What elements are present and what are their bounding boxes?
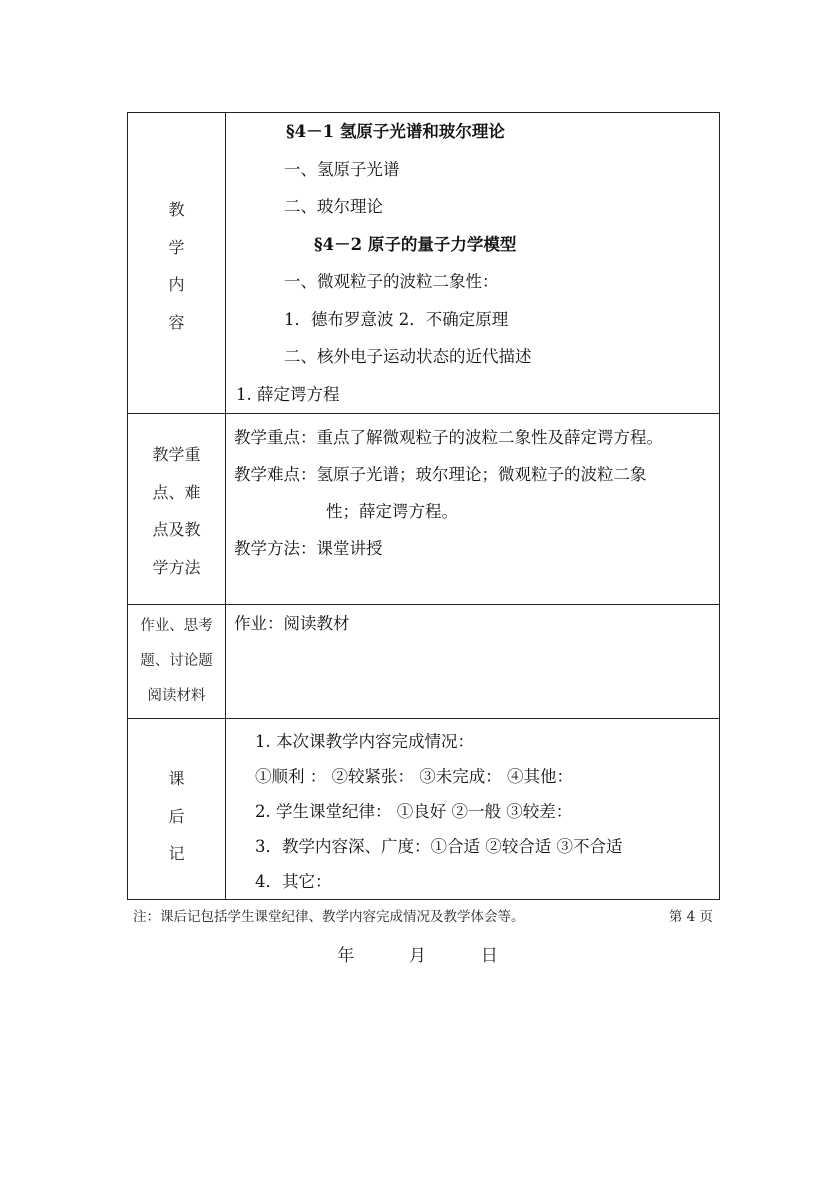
- section-heading: §4－1 氢原子光谱和玻尔理论: [286, 122, 505, 141]
- homework-text: 作业：阅读教材: [234, 614, 350, 633]
- content-line: 1．德布罗意波 2．不确定原理: [284, 309, 509, 329]
- label-line: 教学重: [152, 445, 201, 464]
- notes-line: 2. 学生课堂纪律： ①良好 ②一般 ③较差：: [255, 802, 573, 821]
- row-label-key-points: [128, 414, 226, 605]
- label-line: 阅读材料: [147, 688, 206, 704]
- teaching-difficulty-cont: 性；薛定谔方程。: [326, 502, 458, 521]
- row-label-teaching-content: [128, 113, 226, 414]
- teaching-method: 教学方法：课堂讲授: [234, 539, 383, 558]
- date-year: 年: [337, 946, 355, 966]
- table-row: [128, 719, 720, 900]
- key-points-cell: [226, 414, 720, 605]
- table-row: [128, 113, 720, 414]
- label-line: 作业、思考: [140, 618, 213, 634]
- section-heading: §4－2 原子的量子力学模型: [314, 234, 517, 254]
- date-day: 日: [480, 946, 498, 966]
- label-char: 记: [168, 844, 185, 863]
- content-line: 一、微观粒子的波粒二象性：: [284, 272, 499, 291]
- date-line: [0, 941, 835, 966]
- homework-cell: [226, 605, 720, 719]
- content-line: 二、玻尔理论: [284, 197, 383, 216]
- table-row: [128, 414, 720, 605]
- row-label-homework: [128, 605, 226, 719]
- footnote-text: 注：课后记包括学生课堂纪律、教学内容完成情况及教学体会等。: [133, 909, 525, 925]
- date-month: 月: [409, 946, 426, 966]
- table-row: [128, 605, 720, 719]
- label-line: 题、讨论题: [140, 653, 213, 669]
- post-class-notes-cell: [226, 719, 720, 900]
- label-line: 学方法: [152, 557, 201, 577]
- teaching-difficulty: 教学难点：氢原子光谱；玻尔理论；微观粒子的波粒二象: [234, 465, 647, 484]
- notes-line: 1. 本次课教学内容完成情况：: [255, 732, 474, 751]
- label-char: 学: [168, 237, 185, 257]
- notes-line: 4．其它：: [255, 872, 332, 891]
- label-char: 教: [168, 200, 185, 219]
- label-char: 后: [168, 806, 185, 826]
- label-line: 点及教: [152, 520, 201, 539]
- lesson-plan-table: [127, 112, 720, 900]
- notes-line: ①顺利 ： ②较紧张： ③未完成： ④其他：: [255, 767, 573, 786]
- label-char: 课: [168, 769, 185, 788]
- row-label-post-class-notes: [128, 719, 226, 900]
- label-line: 点、难: [152, 482, 201, 502]
- label-char: 内: [168, 275, 185, 294]
- teaching-content-cell: [226, 113, 720, 414]
- page-number: 第 4 页: [668, 909, 713, 925]
- content-line: 1. 薛定谔方程: [236, 384, 340, 404]
- teaching-focus: 教学重点：重点了解微观粒子的波粒二象性及薛定谔方程。: [234, 428, 663, 447]
- content-line: 二、核外电子运动状态的近代描述: [284, 347, 532, 366]
- footnote: [133, 905, 713, 925]
- notes-line: 3．教学内容深、广度：①合适 ②较合适 ③不合适: [255, 837, 623, 856]
- label-char: 容: [168, 312, 185, 332]
- content-line: 一、氢原子光谱: [284, 159, 400, 179]
